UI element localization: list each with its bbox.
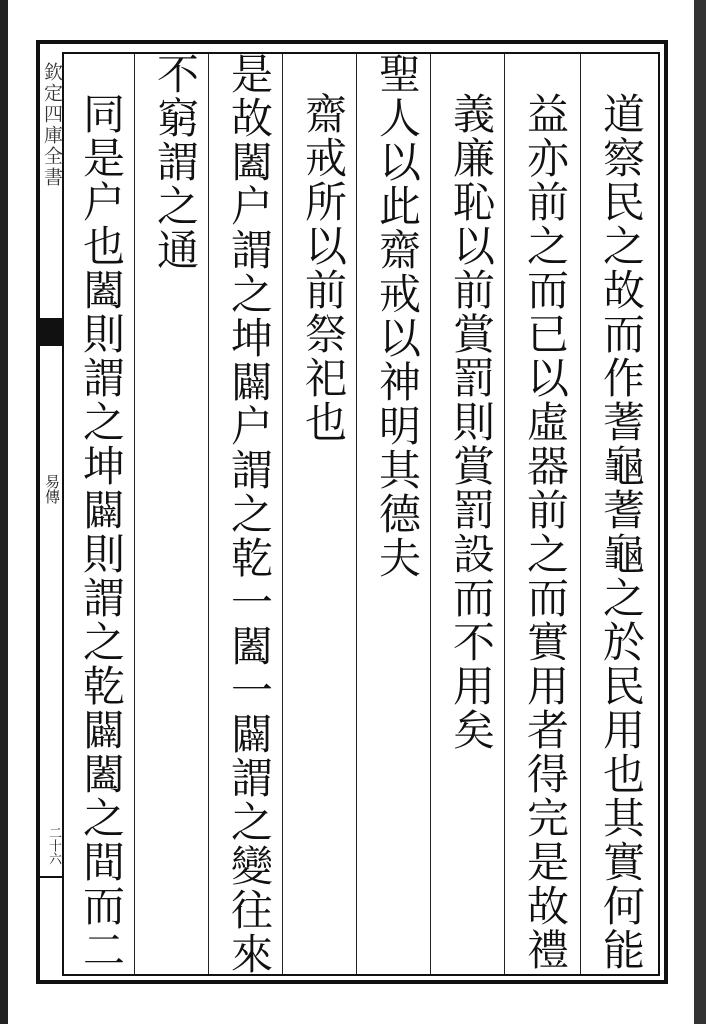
text-column-5: 齋戒所以前祭祀也 xyxy=(299,92,348,444)
fishtail-mark xyxy=(40,318,62,346)
column-divider xyxy=(208,54,209,974)
scan-edge-right xyxy=(694,0,706,1024)
column-divider xyxy=(134,54,135,974)
scan-edge-left xyxy=(0,0,8,1024)
column-divider xyxy=(504,54,505,974)
text-column-8: 同是户也闔則謂之坤闢則謂之乾闢闔之間而二 xyxy=(77,92,126,972)
margin-section-title: 易傳 xyxy=(43,474,61,504)
text-column-4: 聖人以此齋戒以神明其德夫 xyxy=(373,52,422,580)
column-divider xyxy=(580,54,581,974)
page-margin-strip xyxy=(40,56,62,976)
margin-page-number: 二十六 xyxy=(46,826,61,865)
column-divider xyxy=(282,54,283,974)
text-column-3: 義廉恥以前賞罰則賞罰設而不用矣 xyxy=(447,92,496,752)
text-column-6: 是故闔户謂之坤闢户謂之乾一闔一闢謂之變往來 xyxy=(225,52,274,976)
column-divider xyxy=(356,54,357,974)
text-column-7: 不窮謂之通 xyxy=(151,52,200,272)
text-column-2: 益亦前之而已以虛器前之而實用者得完是故禮 xyxy=(521,92,570,972)
column-divider xyxy=(430,54,431,974)
margin-book-title: 欽定四庫全書 xyxy=(41,62,63,188)
text-column-1: 道察民之故而作蓍龜蓍龜之於民用也其實何能 xyxy=(597,92,646,972)
margin-rule xyxy=(40,876,62,878)
